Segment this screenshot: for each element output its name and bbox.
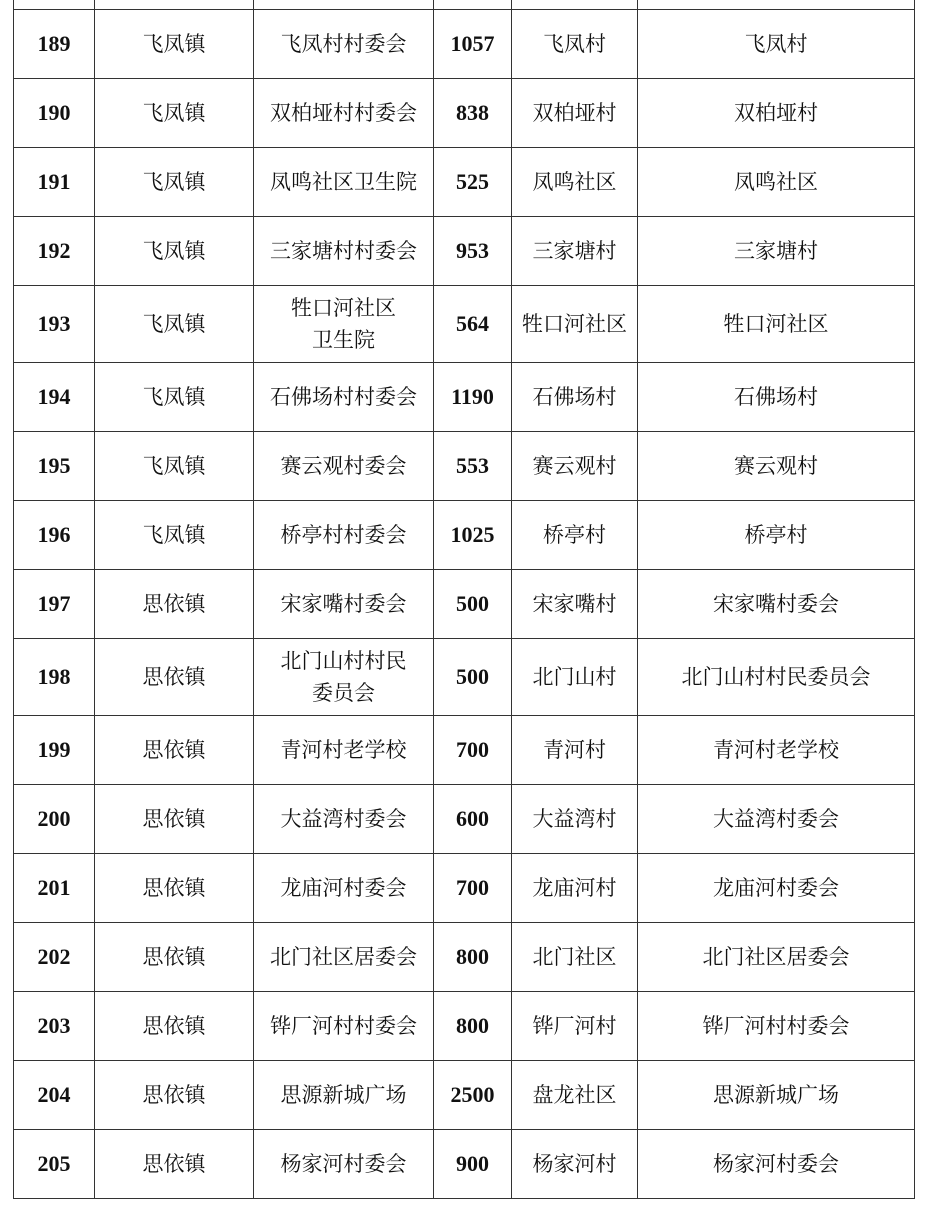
table-row	[14, 992, 915, 1061]
count-cell: 700	[434, 854, 512, 923]
site-line: 思源新城广场	[280, 1083, 407, 1107]
site-line: 双柏垭村村委会	[270, 101, 417, 125]
village-cell: 铧厂河村	[512, 992, 638, 1061]
site-cell	[254, 785, 434, 854]
data-table	[13, 0, 915, 1199]
location-cell: 北门山村村民委员会	[638, 639, 915, 716]
site-cell	[254, 639, 434, 716]
table-row	[14, 148, 915, 217]
site-line: 宋家嘴村委会	[280, 592, 407, 616]
table-row	[14, 639, 915, 716]
site-cell	[254, 79, 434, 148]
table-cell	[512, 0, 638, 10]
count-cell: 700	[434, 716, 512, 785]
table-cell	[638, 0, 915, 10]
count-cell: 500	[434, 639, 512, 716]
site-line: 杨家河村委会	[280, 1152, 407, 1176]
table-cell	[95, 0, 254, 10]
location-cell: 赛云观村	[638, 432, 915, 501]
location-cell: 青河村老学校	[638, 716, 915, 785]
town-cell: 飞凤镇	[95, 217, 254, 286]
count-cell: 1025	[434, 501, 512, 570]
village-cell: 宋家嘴村	[512, 570, 638, 639]
row-number-cell: 200	[14, 785, 95, 854]
site-cell	[254, 1130, 434, 1199]
location-cell: 三家塘村	[638, 217, 915, 286]
village-cell: 三家塘村	[512, 217, 638, 286]
village-cell: 北门社区	[512, 923, 638, 992]
site-cell	[254, 716, 434, 785]
site-cell	[254, 1061, 434, 1130]
village-cell: 龙庙河村	[512, 854, 638, 923]
location-cell: 铧厂河村村委会	[638, 992, 915, 1061]
table-row	[14, 1130, 915, 1199]
row-number-cell: 192	[14, 217, 95, 286]
site-line: 卫生院	[312, 328, 375, 352]
row-number-cell: 196	[14, 501, 95, 570]
site-cell	[254, 854, 434, 923]
count-cell: 900	[434, 1130, 512, 1199]
village-cell: 青河村	[512, 716, 638, 785]
village-cell: 飞凤村	[512, 10, 638, 79]
count-cell: 553	[434, 432, 512, 501]
location-cell: 思源新城广场	[638, 1061, 915, 1130]
table-row	[14, 854, 915, 923]
table-row	[14, 432, 915, 501]
site-line: 石佛场村村委会	[270, 385, 417, 409]
table-row	[14, 79, 915, 148]
row-number-cell: 199	[14, 716, 95, 785]
village-cell: 牲口河社区	[512, 286, 638, 363]
town-cell: 飞凤镇	[95, 363, 254, 432]
row-number-cell: 198	[14, 639, 95, 716]
site-cell	[254, 217, 434, 286]
row-number-cell: 189	[14, 10, 95, 79]
table-row	[14, 1061, 915, 1130]
site-cell	[254, 10, 434, 79]
table-cell	[434, 0, 512, 10]
village-cell: 大益湾村	[512, 785, 638, 854]
town-cell: 飞凤镇	[95, 501, 254, 570]
village-cell: 双柏垭村	[512, 79, 638, 148]
row-number-cell: 201	[14, 854, 95, 923]
count-cell: 1057	[434, 10, 512, 79]
table-row	[14, 10, 915, 79]
site-line: 铧厂河村村委会	[270, 1014, 417, 1038]
count-cell: 800	[434, 992, 512, 1061]
row-number-cell: 191	[14, 148, 95, 217]
site-cell	[254, 286, 434, 363]
row-number-cell: 203	[14, 992, 95, 1061]
site-line: 大益湾村委会	[280, 807, 407, 831]
table-row	[14, 217, 915, 286]
town-cell: 飞凤镇	[95, 148, 254, 217]
table-row-partial-header	[14, 0, 915, 10]
count-cell: 600	[434, 785, 512, 854]
count-cell: 838	[434, 79, 512, 148]
site-line: 飞凤村村委会	[280, 32, 407, 56]
location-cell: 双柏垭村	[638, 79, 915, 148]
row-number-cell: 205	[14, 1130, 95, 1199]
count-cell: 525	[434, 148, 512, 217]
village-cell: 杨家河村	[512, 1130, 638, 1199]
location-cell: 龙庙河村委会	[638, 854, 915, 923]
table-row	[14, 923, 915, 992]
site-line: 赛云观村委会	[280, 454, 407, 478]
site-cell	[254, 570, 434, 639]
table-row	[14, 570, 915, 639]
row-number-cell: 193	[14, 286, 95, 363]
village-cell: 北门山村	[512, 639, 638, 716]
site-line: 桥亭村村委会	[280, 523, 407, 547]
village-cell: 石佛场村	[512, 363, 638, 432]
location-cell: 杨家河村委会	[638, 1130, 915, 1199]
site-cell	[254, 501, 434, 570]
row-number-cell: 195	[14, 432, 95, 501]
row-number-cell: 204	[14, 1061, 95, 1130]
table-row	[14, 785, 915, 854]
town-cell: 飞凤镇	[95, 10, 254, 79]
site-line: 北门社区居委会	[270, 945, 417, 969]
table-cell	[14, 0, 95, 10]
location-cell: 北门社区居委会	[638, 923, 915, 992]
town-cell: 思依镇	[95, 570, 254, 639]
site-line: 委员会	[312, 681, 375, 705]
village-cell: 桥亭村	[512, 501, 638, 570]
site-cell	[254, 148, 434, 217]
table-body	[14, 0, 915, 1199]
table-row	[14, 286, 915, 363]
count-cell: 2500	[434, 1061, 512, 1130]
site-cell	[254, 363, 434, 432]
row-number-cell: 197	[14, 570, 95, 639]
location-cell: 飞凤村	[638, 10, 915, 79]
row-number-cell: 202	[14, 923, 95, 992]
village-cell: 赛云观村	[512, 432, 638, 501]
site-line: 青河村老学校	[280, 738, 407, 762]
town-cell: 飞凤镇	[95, 286, 254, 363]
location-cell: 桥亭村	[638, 501, 915, 570]
count-cell: 564	[434, 286, 512, 363]
town-cell: 思依镇	[95, 639, 254, 716]
table-row	[14, 363, 915, 432]
count-cell: 953	[434, 217, 512, 286]
location-cell: 大益湾村委会	[638, 785, 915, 854]
table-cell	[254, 0, 434, 10]
town-cell: 思依镇	[95, 785, 254, 854]
location-cell: 凤鸣社区	[638, 148, 915, 217]
village-cell: 盘龙社区	[512, 1061, 638, 1130]
town-cell: 思依镇	[95, 1130, 254, 1199]
count-cell: 500	[434, 570, 512, 639]
town-cell: 思依镇	[95, 716, 254, 785]
village-cell: 凤鸣社区	[512, 148, 638, 217]
town-cell: 飞凤镇	[95, 79, 254, 148]
count-cell: 800	[434, 923, 512, 992]
location-cell: 石佛场村	[638, 363, 915, 432]
site-line: 凤鸣社区卫生院	[270, 170, 417, 194]
town-cell: 思依镇	[95, 854, 254, 923]
site-line: 三家塘村村委会	[270, 239, 417, 263]
site-cell	[254, 923, 434, 992]
row-number-cell: 194	[14, 363, 95, 432]
town-cell: 思依镇	[95, 992, 254, 1061]
site-line: 牲口河社区	[291, 296, 396, 320]
site-cell	[254, 992, 434, 1061]
count-cell: 1190	[434, 363, 512, 432]
site-cell	[254, 432, 434, 501]
site-line: 龙庙河村委会	[280, 876, 407, 900]
town-cell: 思依镇	[95, 1061, 254, 1130]
location-cell: 牲口河社区	[638, 286, 915, 363]
location-cell: 宋家嘴村委会	[638, 570, 915, 639]
table-row	[14, 501, 915, 570]
site-line: 北门山村村民	[280, 649, 407, 673]
town-cell: 飞凤镇	[95, 432, 254, 501]
table-row	[14, 716, 915, 785]
town-cell: 思依镇	[95, 923, 254, 992]
row-number-cell: 190	[14, 79, 95, 148]
